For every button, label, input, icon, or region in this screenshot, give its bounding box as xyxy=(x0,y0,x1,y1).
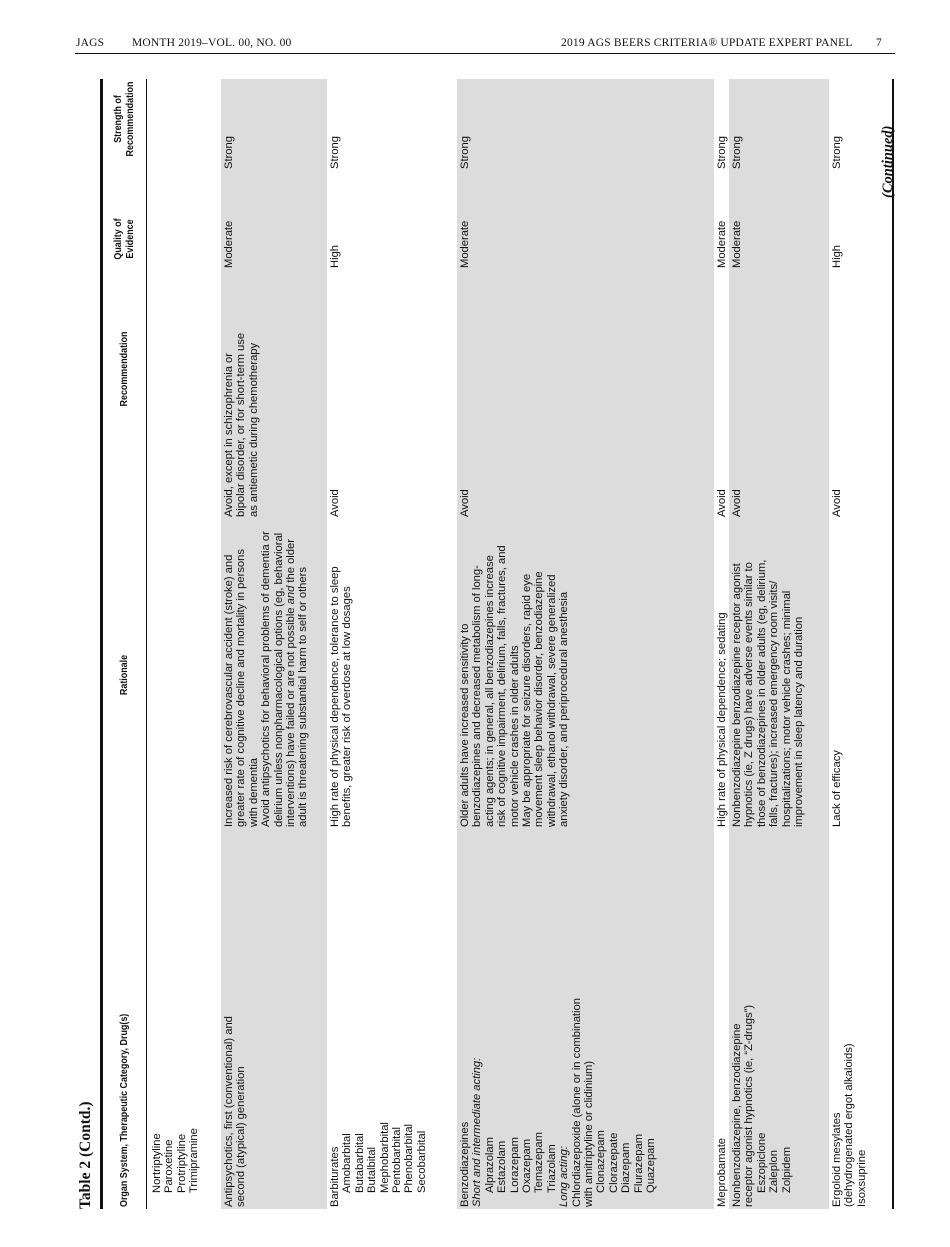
organ-line: Diazepam xyxy=(620,1142,633,1193)
rationale-line: hypnotics (ie, Z drugs) have adverse events similar to xyxy=(743,562,756,827)
organ-line: Nortriptyline xyxy=(151,1133,163,1193)
recommendation-cell xyxy=(459,272,471,517)
rationale-line: those of benzodiazepines in older adults (eg, delirium, xyxy=(755,559,768,827)
rationale-line: movement sleep behavior disorder, benzodiazepine xyxy=(533,571,546,827)
rotated-table xyxy=(77,79,897,1209)
rationale-line: withdrawal, ethanol withdrawal, severe generalized xyxy=(545,574,558,827)
organ-line: Butalbital xyxy=(366,1146,379,1193)
rationale-line: hospitalizations; motor vehicle crashes; minimal xyxy=(780,590,793,827)
header-organ: Organ System, Therapeutic Category, Drug(s) xyxy=(118,1013,130,1207)
rationale-line: benefits, greater risk of overdose at low dosages xyxy=(341,586,354,827)
organ-line: Meprobamate xyxy=(716,1137,728,1207)
organ-line: Trimipramine xyxy=(188,1128,201,1193)
organ-cell xyxy=(151,847,201,1207)
strength-cell: Strong xyxy=(831,136,843,169)
rationale-line: adult is threatening substantial harm to self or others xyxy=(297,567,310,827)
recommendation-line: Avoid xyxy=(459,489,471,517)
organ-line: with amitriptyline or clidinium) xyxy=(583,1060,596,1207)
organ-line: Estazolam xyxy=(496,1140,509,1193)
table-row xyxy=(149,79,221,1209)
organ-line: Eszopiclone xyxy=(755,1132,768,1193)
quality-cell: High xyxy=(831,244,843,268)
organ-line: Pentobarbital xyxy=(391,1127,404,1193)
recommendation-line: Avoid xyxy=(831,489,843,517)
organ-line: Antipsychotics, first (conventional) and xyxy=(223,1016,235,1207)
recommendation-line: as antiemetic during chemotherapy xyxy=(247,342,260,517)
organ-line: Temazepam xyxy=(533,1132,546,1193)
continued-note: (Continued) xyxy=(880,125,896,198)
continued-holder xyxy=(880,88,900,198)
rationale-line: with dementia xyxy=(247,757,260,827)
organ-line: Quazepam xyxy=(645,1138,658,1193)
rationale-line: Older adults have increased sensitivity to xyxy=(459,623,471,827)
table-row xyxy=(457,79,714,1209)
organ-line: Mephobarbital xyxy=(378,1122,391,1193)
organ-line: Protriptyline xyxy=(175,1133,188,1193)
table-bottom-rule xyxy=(892,79,894,1209)
organ-cell xyxy=(329,847,428,1207)
rationale-cell xyxy=(459,517,571,827)
rationale-line: Lack of efficacy xyxy=(831,750,843,827)
header-quality: Quality of Evidence xyxy=(112,218,136,260)
journal-issue: MONTH 2019–VOL. 00, NO. 00 xyxy=(132,37,292,49)
quality-cell: Moderate xyxy=(731,220,743,268)
recommendation-cell xyxy=(223,272,260,517)
header-strength: Strength of Recommendation xyxy=(112,81,136,157)
organ-line: Clonazepam xyxy=(595,1130,608,1193)
rationale-cell xyxy=(731,517,805,827)
header-recommendation: Recommendation xyxy=(118,331,130,407)
organ-line: Ergoloid mesylates xyxy=(831,1112,843,1207)
recommendation-line: Avoid xyxy=(731,489,743,517)
organ-line: Flurazepam xyxy=(632,1133,645,1193)
recommendation-line: Avoid xyxy=(716,489,728,517)
rationale-cell xyxy=(831,517,843,827)
organ-line: Zolpidem xyxy=(780,1146,793,1193)
rationale-line: Avoid antipsychotics for behavioral problems of dementia or xyxy=(260,531,273,827)
rationale-cell xyxy=(329,517,354,827)
rationale-line: acting agents; in general, all benzodiazepines increase xyxy=(483,555,496,827)
organ-line: Isoxsuprine xyxy=(855,1149,868,1207)
strength-cell: Strong xyxy=(716,136,728,169)
rationale-line: delirium unless nonpharmacological options (eg, behavioral xyxy=(272,532,285,827)
journal-name: JAGS xyxy=(76,37,105,49)
quality-cell: High xyxy=(329,244,341,268)
quality-cell: Moderate xyxy=(223,220,235,268)
table-row xyxy=(729,79,829,1209)
organ-line: Chlordiazepoxide (alone or in combination xyxy=(570,998,583,1207)
organ-cell xyxy=(731,847,793,1207)
organ-line: Lorazepam xyxy=(508,1137,521,1193)
page-number: 7 xyxy=(876,37,882,49)
rationale-line-italic-and: interventions) have failed or are not possible and the older xyxy=(285,539,298,827)
header-rationale: Rationale xyxy=(118,654,130,696)
header-rule xyxy=(75,53,895,54)
table-row xyxy=(327,79,457,1209)
organ-line: Clorazepate xyxy=(607,1132,620,1193)
rationale-line: falls, fractures); increased emergency room visits/ xyxy=(768,580,781,827)
recommendation-line: bipolar disorder, or for short-term use xyxy=(235,332,248,517)
table-caption: Table 2 (Contd.) xyxy=(77,1101,94,1209)
running-title: 2019 AGS BEERS CRITERIA® UPDATE EXPERT PANEL xyxy=(561,37,853,49)
organ-line: Amobarbital xyxy=(341,1133,354,1193)
rationale-cell xyxy=(716,517,728,827)
strength-cell: Strong xyxy=(223,136,235,169)
organ-line: Nonbenzodiazepine, benzodiazepine xyxy=(731,1023,743,1207)
rationale-line: greater rate of cognitive decline and mortality in persons xyxy=(235,549,248,827)
rationale-line: Increased risk of cerebrovascular accident (stroke) and xyxy=(223,554,235,827)
organ-line: Paroxetine xyxy=(163,1139,176,1193)
strength-cell: Strong xyxy=(731,136,743,169)
rationale-line: May be appropriate for seizure disorders, rapid eye xyxy=(521,573,534,827)
quality-cell: Moderate xyxy=(459,220,471,268)
organ-line: Benzodiazepines xyxy=(459,1121,471,1207)
organ-cell xyxy=(831,847,868,1207)
rationale-line: motor vehicle crashes in older adults xyxy=(508,645,521,827)
organ-line: Zaleplon xyxy=(768,1150,781,1193)
organ-cell xyxy=(223,847,248,1207)
organ-line: Long acting: xyxy=(558,1146,571,1207)
rationale-line: anxiety disorder, and periprocedural anesthesia xyxy=(558,591,571,827)
organ-line: Alprazolam xyxy=(483,1137,496,1193)
table-header-rule xyxy=(146,79,147,1209)
strength-cell: Strong xyxy=(459,136,471,169)
organ-line: Oxazepam xyxy=(521,1138,534,1193)
recommendation-line: Avoid, except in schizophrenia or xyxy=(223,353,235,517)
rationale-line: risk of cognitive impairment, delirium, falls, fractures, and xyxy=(496,545,509,827)
table-row xyxy=(829,79,891,1209)
recommendation-cell xyxy=(731,272,743,517)
rationale-line: High rate of physical dependence, tolerance to sleep xyxy=(329,566,341,827)
rationale-line: improvement in sleep latency and duration xyxy=(793,616,806,827)
table-row xyxy=(714,79,729,1209)
organ-line: Butabarbital xyxy=(353,1133,366,1193)
organ-line: receptor agonist hypnotics (ie, “Z-drugs”) xyxy=(743,1004,756,1207)
rationale-line: High rate of physical dependence; sedating xyxy=(716,612,728,827)
organ-line: Secobarbital xyxy=(415,1130,428,1193)
organ-cell xyxy=(716,847,728,1207)
recommendation-cell xyxy=(716,272,728,517)
organ-line: Barbiturates xyxy=(329,1146,341,1207)
strength-cell: Strong xyxy=(329,136,341,169)
recommendation-line: Avoid xyxy=(329,489,341,517)
organ-cell xyxy=(459,847,658,1207)
quality-cell: Moderate xyxy=(716,220,728,268)
rationale-line: benzodiazepines and decreased metabolism of long- xyxy=(471,565,484,827)
table-top-rule xyxy=(100,79,103,1209)
recommendation-cell xyxy=(831,272,843,517)
table-row xyxy=(221,79,327,1209)
organ-line: Short and intermediate acting: xyxy=(471,1057,484,1207)
rationale-line: Nonbenzodiazepine benzodiazepine receptor agonist xyxy=(731,563,743,827)
organ-line: second (atypical) generation xyxy=(235,1066,248,1207)
rationale-cell xyxy=(223,517,310,827)
organ-line: (dehydrogenated ergot alkaloids) xyxy=(843,1043,856,1207)
organ-line: Phenobarbital xyxy=(403,1123,416,1193)
recommendation-cell xyxy=(329,272,341,517)
organ-line: Triazolam xyxy=(545,1144,558,1193)
